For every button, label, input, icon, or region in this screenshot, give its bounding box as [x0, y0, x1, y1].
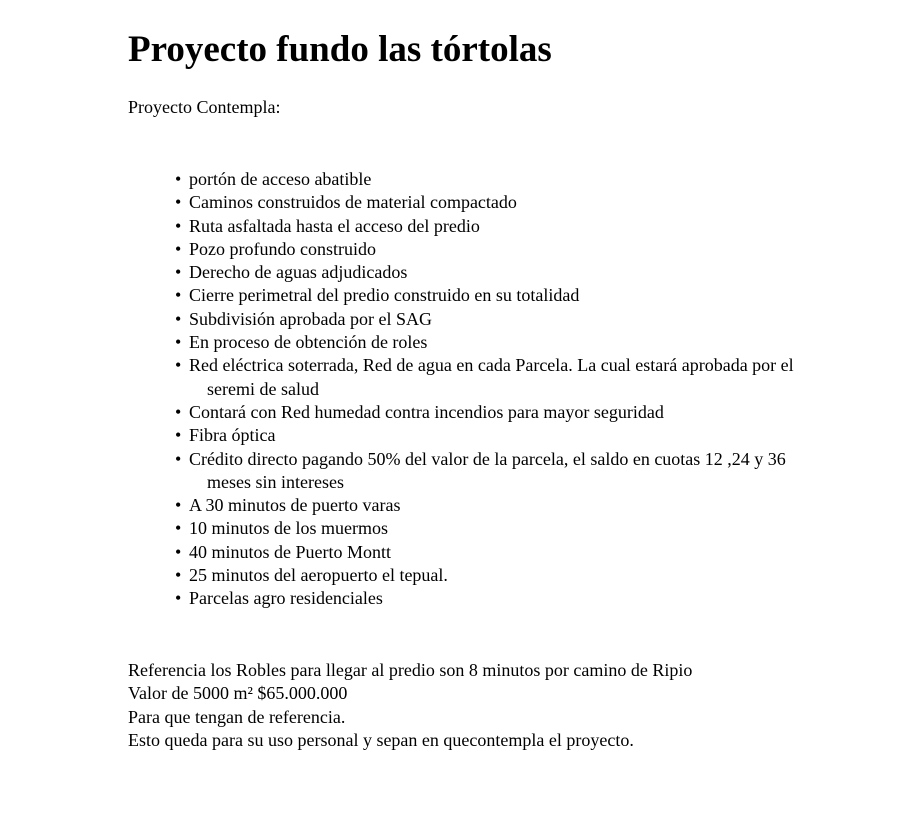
list-item-continuation: seremi de salud — [207, 378, 319, 399]
list-item-text: Derecho de aguas adjudicados — [189, 262, 408, 283]
bullet-icon: • — [175, 192, 182, 213]
bullet-icon: • — [175, 285, 182, 306]
list-item — [175, 331, 885, 354]
list-item — [175, 238, 885, 261]
list-item — [175, 168, 885, 191]
list-item-text: Subdivisión aprobada por el SAG — [189, 308, 432, 329]
bullet-icon: • — [175, 518, 182, 539]
list-item-text: Cierre perimetral del predio construido en su totalidad — [189, 285, 580, 306]
list-item-text: portón de acceso abatible — [189, 169, 372, 189]
list-item-text: Caminos construidos de material compactado — [189, 192, 517, 213]
list-item — [175, 448, 885, 495]
bullet-icon: • — [175, 425, 182, 446]
list-item-text: Crédito directo pagando 50% del valor de la parcela, el saldo en cuotas 12 ,24 y 36 — [189, 448, 786, 469]
bullet-icon: • — [175, 169, 182, 189]
bullet-icon: • — [175, 238, 182, 259]
list-item — [175, 564, 885, 587]
list-item-text: Parcelas agro residenciales — [189, 588, 383, 609]
list-item-text: Contará con Red humedad contra incendios para mayor seguridad — [189, 401, 664, 422]
feature-list — [175, 168, 885, 611]
bullet-icon: • — [175, 355, 182, 376]
list-item — [175, 354, 885, 401]
footer-line-price: Valor de 5000 m² $65.000.000 — [128, 683, 348, 704]
list-item — [175, 424, 885, 447]
intro-text: Proyecto Contempla: — [128, 97, 281, 117]
bullet-icon: • — [175, 588, 182, 609]
list-item — [175, 517, 885, 540]
list-item — [175, 587, 885, 610]
bullet-icon: • — [175, 401, 182, 422]
list-item — [175, 284, 885, 307]
list-item-text: En proceso de obtención de roles — [189, 332, 428, 353]
list-item-text: Pozo profundo construido — [189, 238, 376, 259]
list-item — [175, 494, 885, 517]
list-item — [175, 215, 885, 238]
list-item-continuation: meses sin intereses — [207, 471, 344, 492]
list-item — [175, 401, 885, 424]
bullet-icon: • — [175, 448, 182, 469]
footer-notes — [128, 659, 692, 752]
list-item — [175, 541, 885, 564]
list-item-text: 40 minutos de Puerto Montt — [189, 541, 391, 562]
list-item-text: Ruta asfaltada hasta el acceso del predio — [189, 215, 480, 236]
bullet-icon: • — [175, 565, 182, 586]
list-item-text: A 30 minutos de puerto varas — [189, 495, 401, 516]
footer-line-disclaimer: Esto queda para su uso personal y sepan en quecontempla el proyecto. — [128, 729, 634, 750]
list-item-text: Fibra óptica — [189, 425, 276, 446]
footer-line-reference: Referencia los Robles para llegar al predio son 8 minutos por camino de Ripio — [128, 660, 693, 680]
list-item-text: Red eléctrica soterrada, Red de agua en cada Parcela. La cual estará aprobada por el — [189, 355, 794, 376]
footer-line-note: Para que tengan de referencia. — [128, 706, 346, 727]
page-title: Proyecto fundo las tórtolas — [128, 29, 552, 70]
bullet-icon: • — [175, 332, 182, 353]
list-item-text: 25 minutos del aeropuerto el tepual. — [189, 565, 448, 586]
bullet-icon: • — [175, 541, 182, 562]
list-item — [175, 261, 885, 284]
bullet-icon: • — [175, 215, 182, 236]
list-item — [175, 308, 885, 331]
list-item-text: 10 minutos de los muermos — [189, 518, 388, 539]
bullet-icon: • — [175, 262, 182, 283]
bullet-icon: • — [175, 495, 182, 516]
bullet-icon: • — [175, 308, 182, 329]
list-item — [175, 191, 885, 214]
